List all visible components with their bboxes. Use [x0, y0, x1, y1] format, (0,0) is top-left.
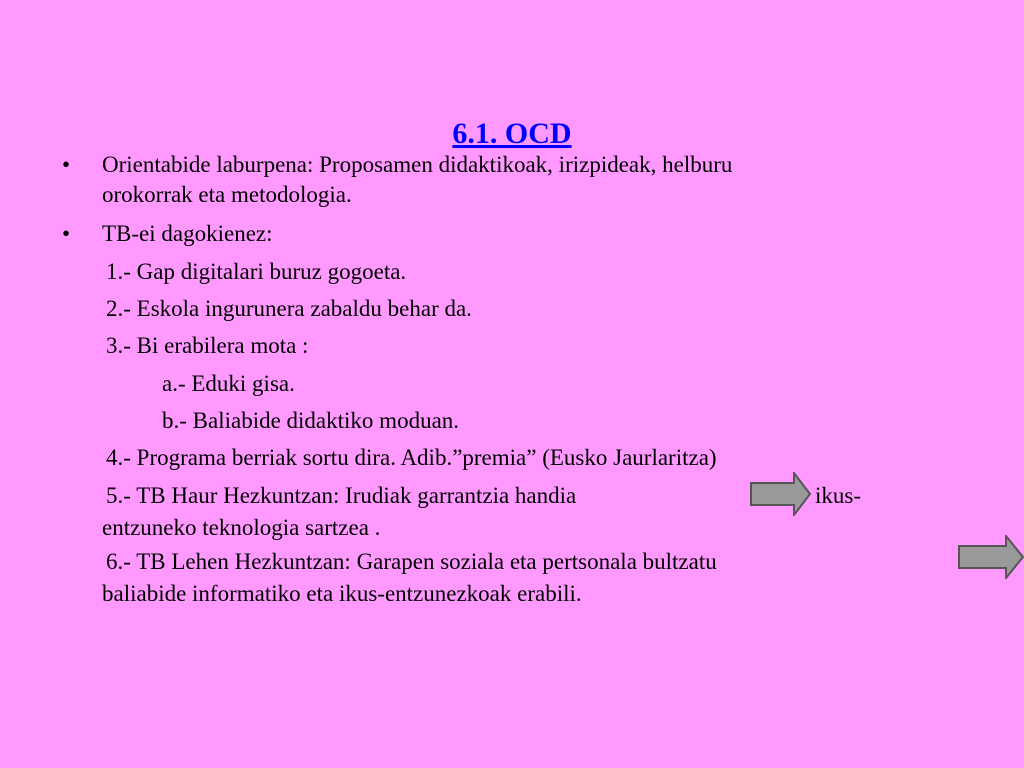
- bullet-text: [102, 220, 902, 247]
- bullet-text: [102, 151, 902, 208]
- bullet-dot: •: [62, 152, 71, 177]
- list-item-3b: b.- Baliabide didaktiko moduan.: [162, 408, 460, 433]
- list-item-5-continuation: ikus-: [815, 483, 861, 508]
- list-item-3: 3.- Bi erabilera mota :: [106, 333, 309, 358]
- list-item-4: 4.- Programa berriak sortu dira. Adib.”premia” (Eusko Jaurlaritza): [106, 445, 717, 470]
- bullet-text-line-1: Orientabide laburpena: Proposamen didaktikoak, irizpideak, helburu: [102, 152, 733, 177]
- arrow-right-icon: [750, 472, 812, 516]
- bullet-text-line-2: orokorrak eta metodologia.: [102, 182, 352, 207]
- slide-title: 6.1. OCD: [452, 117, 572, 150]
- list-item-1: 1.- Gap digitalari buruz gogoeta.: [106, 259, 407, 284]
- bullet-dot: •: [62, 221, 71, 246]
- list-item-3a: a.- Eduki gisa.: [162, 371, 295, 396]
- next-slide-arrow-icon[interactable]: [958, 535, 1024, 579]
- bullet-text-line-1: TB-ei dagokienez:: [102, 221, 273, 246]
- list-item-6-line-1: 6.- TB Lehen Hezkuntzan: Garapen soziala eta pertsonala bultzatu: [106, 549, 717, 574]
- list-item-6-line-2: baliabide informatiko eta ikus-entzunezkoak erabili.: [102, 581, 582, 606]
- list-item-5-line-1: 5.- TB Haur Hezkuntzan: Irudiak garrantzia handia: [106, 483, 577, 508]
- list-item-5-line-2: entzuneko teknologia sartzea .: [102, 515, 381, 540]
- list-item-2: 2.- Eskola ingurunera zabaldu behar da.: [106, 296, 472, 321]
